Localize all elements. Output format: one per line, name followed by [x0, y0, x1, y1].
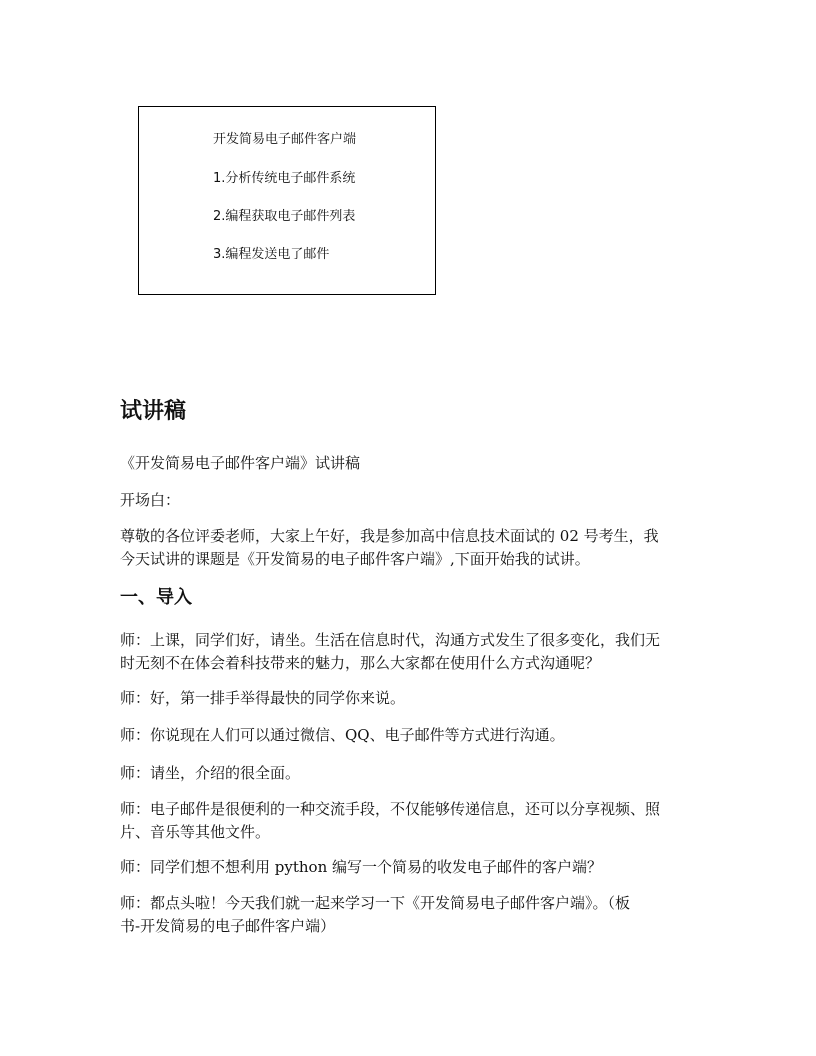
section-heading-intro: 一、导入	[120, 587, 192, 608]
document-subtitle: 《开发简易电子邮件客户端》试讲稿	[120, 454, 361, 472]
paragraph-1-line-1: 师：上课，同学们好，请坐。生活在信息时代，沟通方式发生了很多变化，我们无	[120, 631, 661, 649]
paragraph-5-line-2: 片、音乐等其他文件。	[120, 822, 271, 841]
paragraph-4: 师：请坐，介绍的很全面。	[120, 764, 301, 782]
blackboard-title: 开发简易电子邮件客户端	[213, 132, 357, 147]
paragraph-3: 师：你说现在人们可以通过微信、QQ、电子邮件等方式进行沟通。	[120, 726, 565, 744]
paragraph-5	[120, 798, 710, 843]
opening-label: 开场白：	[120, 491, 181, 509]
blackboard-outline-box	[138, 106, 436, 295]
blackboard-item-2: 2.编程获取电子邮件列表	[213, 209, 356, 224]
paragraph-1	[120, 629, 710, 674]
opening-line-1: 尊敬的各位评委老师，大家上午好，我是参加高中信息技术面试的 02 号考生，我	[120, 527, 659, 545]
paragraph-1-line-2: 时无刻不在体会着科技带来的魅力，那么大家都在使用什么方式沟通呢？	[120, 653, 601, 672]
paragraph-7-line-2: 书-开发简易的电子邮件客户端）	[120, 916, 336, 935]
opening-paragraph	[120, 525, 710, 570]
paragraph-5-line-1: 师：电子邮件是很便利的一种交流手段，不仅能够传递信息，还可以分享视频、照	[120, 800, 661, 818]
opening-line-2: 今天试讲的课题是《开发简易的电子邮件客户端》,下面开始我的试讲。	[120, 549, 590, 568]
blackboard-item-1: 1.分析传统电子邮件系统	[213, 171, 356, 186]
blackboard-item-3: 3.编程发送电了邮件	[213, 247, 330, 262]
paragraph-7-line-1: 师：都点头啦！今天我们就一起来学习一下《开发简易电子邮件客户端》。（板	[120, 894, 631, 912]
paragraph-7	[120, 892, 710, 937]
paragraph-2: 师：好，第一排手举得最快的同学你来说。	[120, 689, 406, 707]
paragraph-6: 师：同学们想不想利用 python 编写一个简易的收发电子邮件的客户端？	[120, 858, 602, 876]
document-title: 试讲稿	[120, 399, 187, 424]
